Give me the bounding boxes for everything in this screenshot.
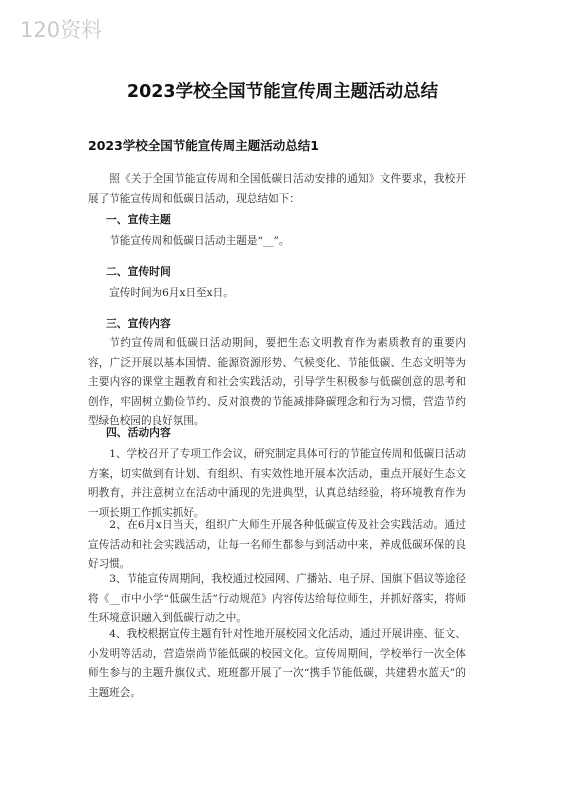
time-paragraph: 宣传时间为6月x日至x日。 (109, 287, 234, 299)
watermark-logo: 120资料 (20, 18, 103, 42)
theme-paragraph: 节能宣传周和低碳日活动主题是“__”。 (109, 235, 290, 247)
activity-paragraph-4: 4、我校根据宣传主题有针对性地开展校园文化活动，通过开展讲座、征文、小发明等活动，营造崇尚节能低碳的校园文化。宣传周期间，学校举行一次全体师生参与的主题升旗仪式、班班都开展了一次“携手节能低碳，共建碧水蓝天”的主题班会。 (88, 628, 466, 699)
content-paragraph: 节约宣传周和低碳日活动期间，要把生态文明教育作为素质教育的重要内容，广泛开展以基本国情、能源资源形势、气候变化、节能低碳、生态文明等为主要内容的课堂主题教育和社会实践活动，引导学生积极参与低碳创意的思考和创作，牢固树立勤俭节约、反对浪费的节能减排降碳理念和行为习惯，营造节约型绿色校园的良好氛围。 (88, 337, 466, 427)
activity-paragraph-3: 3、节能宣传周期间，我校通过校园网、广播站、电子屏、国旗下倡议等途径将《__市中小学“低碳生活”行动规范》内容传达给每位师生，并抓好落实，将师生环境意识融入到低碳行动之中。 (88, 573, 466, 624)
activity-paragraph-1: 1、学校召开了专项工作会议，研究制定具体可行的节能宣传周和低碳日活动方案，切实做到有计划、有组织、有实效性地开展本次活动，重点开展好生态文明教育，并注意树立在活动中涌现的先进典型，认真总结经验，将环境教育作为一项长期工作抓实抓好。 (88, 448, 466, 519)
section-title: 2023学校全国节能宣传周主题活动总结1 (88, 138, 319, 153)
heading-activities: 四、活动内容 (106, 426, 171, 439)
intro-paragraph: 照《关于全国节能宣传周和全国低碳日活动安排的通知》文件要求，我校开展了节能宣传周和低碳日活动，现总结如下： (88, 173, 466, 205)
heading-content: 三、宣传内容 (106, 317, 171, 330)
document-title: 2023学校全国节能宣传周主题活动总结 (126, 82, 439, 102)
heading-time: 二、宣传时间 (106, 265, 171, 278)
activity-paragraph-2: 2、在6月x日当天，组织广大师生开展各种低碳宣传及社会实践活动。通过宣传活动和社会实践活动，让每一名师生都参与到活动中来，养成低碳环保的良好习惯。 (88, 519, 466, 570)
heading-theme: 一、宣传主题 (106, 213, 171, 226)
